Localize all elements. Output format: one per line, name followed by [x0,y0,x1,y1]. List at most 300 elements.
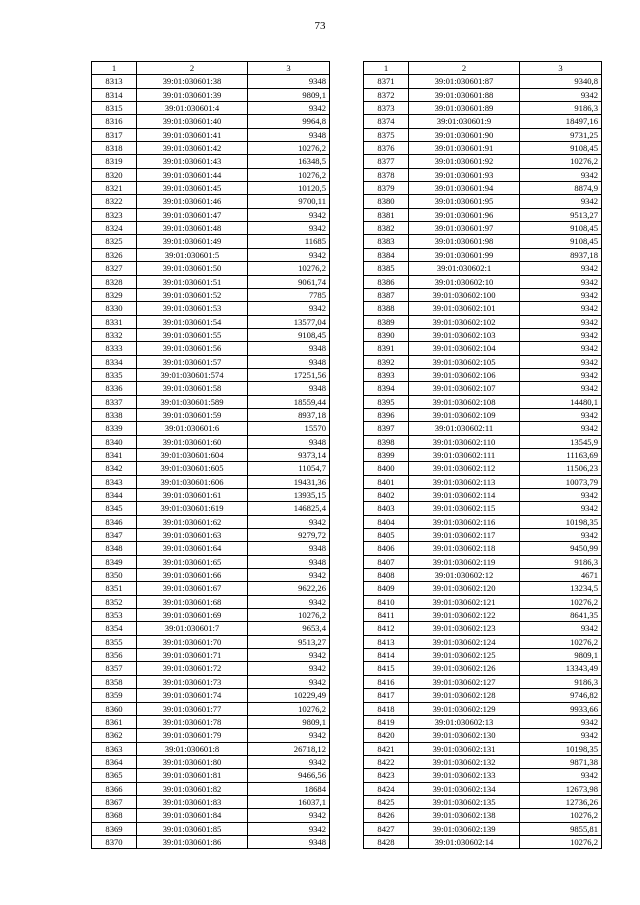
value-cell: 26718,12 [248,742,330,755]
parcel-table-right [363,61,602,849]
table-row [92,315,330,328]
value-cell: 10198,35 [520,515,602,528]
row-number-cell: 8409 [364,582,409,595]
cadastral-number-cell: 39:01:030601:64 [137,542,248,555]
table-row [364,769,602,782]
row-number-cell: 8340 [92,435,137,448]
row-number-cell: 8367 [92,795,137,808]
cadastral-number-cell: 39:01:030601:55 [137,328,248,341]
table-header-row [92,62,330,75]
cadastral-number-cell: 39:01:030601:40 [137,115,248,128]
cadastral-number-cell: 39:01:030602:139 [409,822,520,835]
cadastral-number-cell: 39:01:030601:74 [137,689,248,702]
cadastral-number-cell: 39:01:030601:81 [137,769,248,782]
table-row [92,288,330,301]
cadastral-number-cell: 39:01:030602:125 [409,649,520,662]
table-row [92,128,330,141]
value-cell: 10276,2 [248,262,330,275]
table-row [92,809,330,822]
cadastral-number-cell: 39:01:030602:113 [409,475,520,488]
row-number-cell: 8375 [364,128,409,141]
row-number-cell: 8412 [364,622,409,635]
cadastral-number-cell: 39:01:030602:120 [409,582,520,595]
row-number-cell: 8370 [92,835,137,848]
value-cell: 9342 [520,529,602,542]
row-number-cell: 8378 [364,168,409,181]
cadastral-number-cell: 39:01:030601:51 [137,275,248,288]
cadastral-number-cell: 39:01:030602:128 [409,689,520,702]
value-cell: 9342 [248,595,330,608]
row-number-cell: 8348 [92,542,137,555]
value-cell: 11054,7 [248,462,330,475]
value-cell: 9186,3 [520,675,602,688]
row-number-cell: 8395 [364,395,409,408]
table-row [92,222,330,235]
table-row [364,475,602,488]
row-number-cell: 8422 [364,755,409,768]
table-row [364,275,602,288]
row-number-cell: 8423 [364,769,409,782]
value-cell: 9342 [520,729,602,742]
cadastral-number-cell: 39:01:030601:574 [137,368,248,381]
value-cell: 9342 [248,755,330,768]
table-row [92,368,330,381]
row-number-cell: 8426 [364,809,409,822]
table-row [364,208,602,221]
row-number-cell: 8385 [364,262,409,275]
row-number-cell: 8368 [92,809,137,822]
cadastral-number-cell: 39:01:030601:63 [137,529,248,542]
table-row [364,809,602,822]
value-cell: 9342 [248,102,330,115]
row-number-cell: 8389 [364,315,409,328]
cadastral-number-cell: 39:01:030602:110 [409,435,520,448]
table-row [364,515,602,528]
table-row [92,235,330,248]
table-row [92,448,330,461]
table-row [364,675,602,688]
cadastral-number-cell: 39:01:030601:7 [137,622,248,635]
value-cell: 9342 [248,515,330,528]
value-cell: 9342 [248,822,330,835]
table-row [92,342,330,355]
table-row [92,689,330,702]
row-number-cell: 8356 [92,649,137,662]
row-number-cell: 8321 [92,182,137,195]
row-number-cell: 8359 [92,689,137,702]
table-row [92,355,330,368]
cadastral-number-cell: 39:01:030601:4 [137,102,248,115]
cadastral-number-cell: 39:01:030601:77 [137,702,248,715]
table-row [364,422,602,435]
row-number-cell: 8344 [92,489,137,502]
value-cell: 9108,45 [520,235,602,248]
cadastral-number-cell: 39:01:030601:88 [409,88,520,101]
cadastral-number-cell: 39:01:030601:79 [137,729,248,742]
table-row [92,515,330,528]
value-cell: 9342 [520,288,602,301]
row-number-cell: 8313 [92,75,137,88]
table-row [364,582,602,595]
row-number-cell: 8384 [364,248,409,261]
cadastral-number-cell: 39:01:030602:127 [409,675,520,688]
table-row [364,288,602,301]
cadastral-number-cell: 39:01:030602:130 [409,729,520,742]
row-number-cell: 8319 [92,155,137,168]
value-cell: 19431,36 [248,475,330,488]
table-row [364,182,602,195]
value-cell: 8874,9 [520,182,602,195]
cadastral-number-cell: 39:01:030602:123 [409,622,520,635]
value-cell: 9108,45 [520,222,602,235]
value-cell: 14480,1 [520,395,602,408]
row-number-cell: 8377 [364,155,409,168]
value-cell: 9746,82 [520,689,602,702]
cadastral-number-cell: 39:01:030602:118 [409,542,520,555]
table-row [364,195,602,208]
value-cell: 9348 [248,355,330,368]
row-number-cell: 8339 [92,422,137,435]
value-cell: 9513,27 [248,635,330,648]
table-row [364,435,602,448]
table-row [364,142,602,155]
table-row [364,715,602,728]
row-number-cell: 8353 [92,609,137,622]
row-number-cell: 8374 [364,115,409,128]
cadastral-number-cell: 39:01:030601:98 [409,235,520,248]
row-number-cell: 8407 [364,555,409,568]
cadastral-number-cell: 39:01:030601:604 [137,448,248,461]
value-cell: 9855,81 [520,822,602,835]
cadastral-number-cell: 39:01:030601:95 [409,195,520,208]
row-number-cell: 8337 [92,395,137,408]
table-row [364,328,602,341]
table-row [364,382,602,395]
row-number-cell: 8372 [364,88,409,101]
value-cell: 16037,1 [248,795,330,808]
value-cell: 8937,18 [520,248,602,261]
cadastral-number-cell: 39:01:030601:8 [137,742,248,755]
table-row [364,115,602,128]
table-row [92,662,330,675]
value-cell: 10276,2 [520,635,602,648]
row-number-cell: 8415 [364,662,409,675]
column-header-1: 1 [92,62,137,75]
value-cell: 12736,26 [520,795,602,808]
value-cell: 9513,27 [520,208,602,221]
cadastral-number-cell: 39:01:030601:62 [137,515,248,528]
cadastral-number-cell: 39:01:030601:86 [137,835,248,848]
value-cell: 10276,2 [248,609,330,622]
row-number-cell: 8387 [364,288,409,301]
row-number-cell: 8347 [92,529,137,542]
table-row [92,275,330,288]
table-row [92,75,330,88]
row-number-cell: 8362 [92,729,137,742]
value-cell: 13545,9 [520,435,602,448]
value-cell: 9731,25 [520,128,602,141]
row-number-cell: 8393 [364,368,409,381]
value-cell: 9342 [520,382,602,395]
value-cell: 10276,2 [520,809,602,822]
value-cell: 9342 [520,489,602,502]
value-cell: 9964,8 [248,115,330,128]
cadastral-number-cell: 39:01:030602:101 [409,302,520,315]
cadastral-number-cell: 39:01:030602:134 [409,782,520,795]
cadastral-number-cell: 39:01:030602:138 [409,809,520,822]
table-row [364,395,602,408]
cadastral-number-cell: 39:01:030601:60 [137,435,248,448]
table-row [92,609,330,622]
table-row [364,315,602,328]
value-cell: 9342 [520,408,602,421]
column-header-3: 3 [248,62,330,75]
table-row [92,582,330,595]
table-row [92,542,330,555]
value-cell: 15570 [248,422,330,435]
value-cell: 9700,11 [248,195,330,208]
row-number-cell: 8358 [92,675,137,688]
table-row [92,262,330,275]
cadastral-number-cell: 39:01:030602:129 [409,702,520,715]
row-number-cell: 8334 [92,355,137,368]
cadastral-number-cell: 39:01:030601:82 [137,782,248,795]
row-number-cell: 8325 [92,235,137,248]
value-cell: 9342 [520,769,602,782]
cadastral-number-cell: 39:01:030602:12 [409,569,520,582]
table-row [364,75,602,88]
value-cell: 18559,44 [248,395,330,408]
value-cell: 13935,15 [248,489,330,502]
row-number-cell: 8401 [364,475,409,488]
row-number-cell: 8326 [92,248,137,261]
row-number-cell: 8330 [92,302,137,315]
cadastral-number-cell: 39:01:030601:65 [137,555,248,568]
cadastral-number-cell: 39:01:030601:68 [137,595,248,608]
row-number-cell: 8316 [92,115,137,128]
value-cell: 9186,3 [520,555,602,568]
cadastral-number-cell: 39:01:030602:105 [409,355,520,368]
value-cell: 4671 [520,569,602,582]
value-cell: 9342 [520,502,602,515]
table-row [364,782,602,795]
parcel-table-left [91,61,330,849]
value-cell: 11685 [248,235,330,248]
table-row [92,595,330,608]
cadastral-number-cell: 39:01:030601:80 [137,755,248,768]
row-number-cell: 8354 [92,622,137,635]
cadastral-number-cell: 39:01:030602:124 [409,635,520,648]
row-number-cell: 8398 [364,435,409,448]
value-cell: 9348 [248,128,330,141]
value-cell: 9342 [520,715,602,728]
cadastral-number-cell: 39:01:030602:11 [409,422,520,435]
column-header-1: 1 [364,62,409,75]
table-header-row [364,62,602,75]
value-cell: 9342 [520,342,602,355]
value-cell: 9348 [248,382,330,395]
cadastral-number-cell: 39:01:030602:106 [409,368,520,381]
table-row [364,222,602,235]
cadastral-number-cell: 39:01:030602:108 [409,395,520,408]
table-row [92,702,330,715]
cadastral-number-cell: 39:01:030601:85 [137,822,248,835]
table-row [92,569,330,582]
cadastral-number-cell: 39:01:030602:135 [409,795,520,808]
row-number-cell: 8421 [364,742,409,755]
table-row [92,622,330,635]
row-number-cell: 8379 [364,182,409,195]
value-cell: 9933,66 [520,702,602,715]
cadastral-number-cell: 39:01:030602:100 [409,288,520,301]
cadastral-number-cell: 39:01:030602:115 [409,502,520,515]
value-cell: 10276,2 [520,595,602,608]
row-number-cell: 8391 [364,342,409,355]
cadastral-number-cell: 39:01:030602:107 [409,382,520,395]
row-number-cell: 8390 [364,328,409,341]
value-cell: 13343,49 [520,662,602,675]
value-cell: 7785 [248,288,330,301]
value-cell: 18684 [248,782,330,795]
cadastral-number-cell: 39:01:030601:589 [137,395,248,408]
cadastral-number-cell: 39:01:030601:59 [137,408,248,421]
table-row [364,248,602,261]
row-number-cell: 8343 [92,475,137,488]
cadastral-number-cell: 39:01:030601:97 [409,222,520,235]
row-number-cell: 8406 [364,542,409,555]
table-row [364,128,602,141]
table-row [92,102,330,115]
row-number-cell: 8338 [92,408,137,421]
table-row [92,769,330,782]
row-number-cell: 8405 [364,529,409,542]
table-row [364,822,602,835]
value-cell: 9348 [248,342,330,355]
cadastral-number-cell: 39:01:030601:49 [137,235,248,248]
value-cell: 9342 [520,422,602,435]
row-number-cell: 8376 [364,142,409,155]
value-cell: 9279,72 [248,529,330,542]
cadastral-number-cell: 39:01:030602:122 [409,609,520,622]
cadastral-number-cell: 39:01:030601:54 [137,315,248,328]
cadastral-number-cell: 39:01:030601:45 [137,182,248,195]
cadastral-number-cell: 39:01:030601:93 [409,168,520,181]
table-row [92,822,330,835]
value-cell: 13577,04 [248,315,330,328]
row-number-cell: 8369 [92,822,137,835]
table-row [92,382,330,395]
table-row [92,302,330,315]
row-number-cell: 8336 [92,382,137,395]
table-row [364,555,602,568]
value-cell: 10229,49 [248,689,330,702]
value-cell: 9809,1 [248,88,330,101]
cadastral-number-cell: 39:01:030601:83 [137,795,248,808]
column-header-2: 2 [137,62,248,75]
row-number-cell: 8365 [92,769,137,782]
row-number-cell: 8386 [364,275,409,288]
row-number-cell: 8332 [92,328,137,341]
value-cell: 9342 [520,302,602,315]
cadastral-number-cell: 39:01:030601:38 [137,75,248,88]
cadastral-number-cell: 39:01:030602:112 [409,462,520,475]
table-row [364,408,602,421]
table-row [92,142,330,155]
table-row [92,489,330,502]
table-row [364,88,602,101]
table-row [92,635,330,648]
value-cell: 9342 [520,315,602,328]
value-cell: 10276,2 [520,835,602,848]
cadastral-number-cell: 39:01:030601:52 [137,288,248,301]
row-number-cell: 8335 [92,368,137,381]
value-cell: 9342 [248,302,330,315]
cadastral-number-cell: 39:01:030602:126 [409,662,520,675]
table-row [92,328,330,341]
row-number-cell: 8349 [92,555,137,568]
table-row [92,435,330,448]
value-cell: 9342 [520,328,602,341]
table-row [364,235,602,248]
row-number-cell: 8420 [364,729,409,742]
cadastral-number-cell: 39:01:030601:84 [137,809,248,822]
value-cell: 9340,8 [520,75,602,88]
value-cell: 9342 [248,649,330,662]
cadastral-number-cell: 39:01:030601:56 [137,342,248,355]
table-row [92,475,330,488]
value-cell: 9342 [520,622,602,635]
value-cell: 146825,4 [248,502,330,515]
value-cell: 9342 [248,809,330,822]
row-number-cell: 8329 [92,288,137,301]
table-row [92,408,330,421]
value-cell: 9373,14 [248,448,330,461]
cadastral-number-cell: 39:01:030602:117 [409,529,520,542]
table-row [364,742,602,755]
cadastral-number-cell: 39:01:030601:6 [137,422,248,435]
row-number-cell: 8394 [364,382,409,395]
table-row [92,555,330,568]
table-row [92,248,330,261]
cadastral-number-cell: 39:01:030602:133 [409,769,520,782]
row-number-cell: 8419 [364,715,409,728]
row-number-cell: 8417 [364,689,409,702]
table-row [364,635,602,648]
table-row [92,649,330,662]
table-row [364,502,602,515]
cadastral-number-cell: 39:01:030601:92 [409,155,520,168]
row-number-cell: 8324 [92,222,137,235]
cadastral-number-cell: 39:01:030601:94 [409,182,520,195]
value-cell: 9061,74 [248,275,330,288]
row-number-cell: 8318 [92,142,137,155]
row-number-cell: 8317 [92,128,137,141]
row-number-cell: 8360 [92,702,137,715]
cadastral-number-cell: 39:01:030601:47 [137,208,248,221]
value-cell: 9342 [520,88,602,101]
cadastral-number-cell: 39:01:030601:53 [137,302,248,315]
cadastral-number-cell: 39:01:030601:46 [137,195,248,208]
row-number-cell: 8352 [92,595,137,608]
table-row [92,529,330,542]
value-cell: 12673,98 [520,782,602,795]
cadastral-number-cell: 39:01:030601:9 [409,115,520,128]
row-number-cell: 8380 [364,195,409,208]
cadastral-number-cell: 39:01:030601:61 [137,489,248,502]
table-row [92,782,330,795]
cadastral-number-cell: 39:01:030602:104 [409,342,520,355]
table-row [364,542,602,555]
